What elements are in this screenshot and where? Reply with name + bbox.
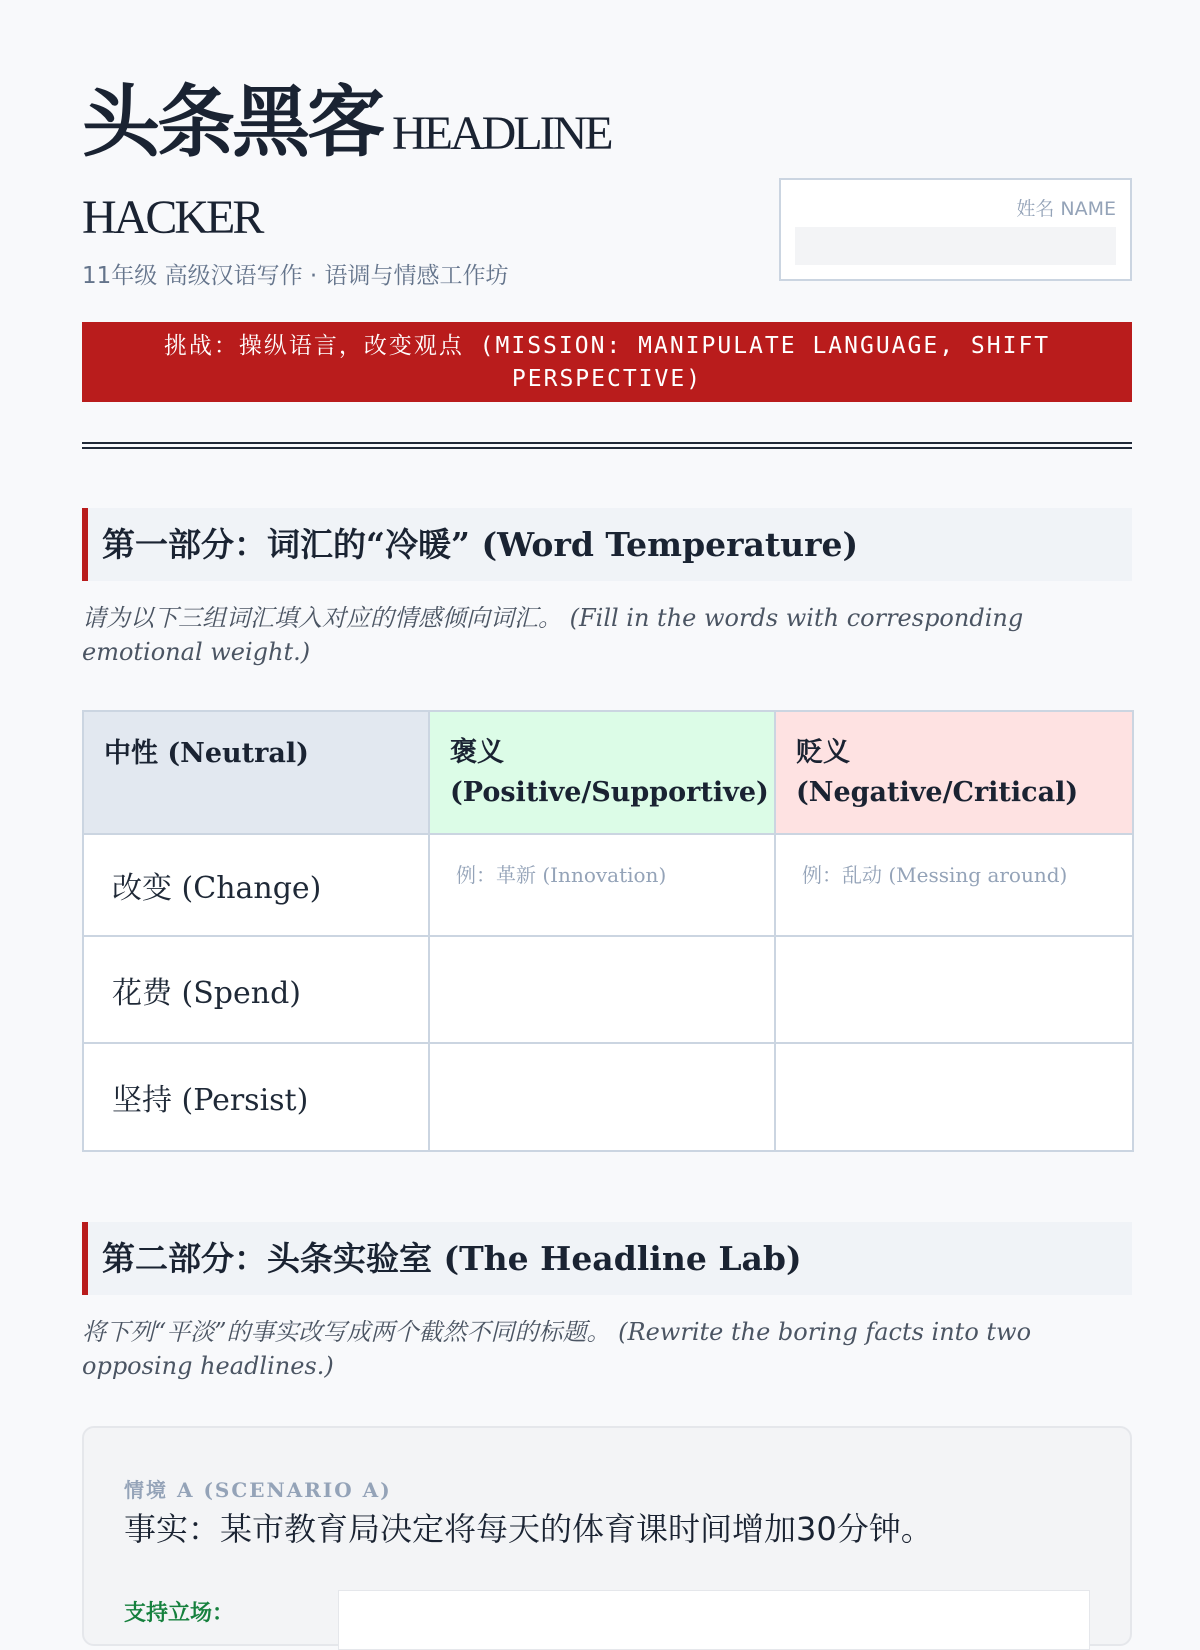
neutral-word-cell: 坚持 (Persist) [83, 1043, 429, 1151]
header-negative: 贬义 (Negative/Critical) [775, 711, 1133, 834]
double-divider [82, 442, 1132, 449]
part2-heading: 第二部分：头条实验室 (The Headline Lab) [82, 1222, 1132, 1295]
table-row [83, 936, 1133, 1043]
title-english-line2: HACKER [82, 191, 262, 244]
scenario-label: 情境 A (SCENARIO A) [124, 1478, 392, 1502]
word-temperature-table [82, 710, 1134, 1152]
worksheet-title [82, 78, 762, 189]
table-row [83, 1043, 1133, 1151]
table-header-row [83, 711, 1133, 834]
negative-answer-cell[interactable] [775, 936, 1133, 1043]
course-subtitle: 11年级 高级汉语写作 · 语调与情感工作坊 [82, 263, 509, 289]
name-input[interactable] [795, 227, 1116, 265]
title-english-line1: HEADLINE [392, 107, 611, 160]
positive-answer-cell[interactable] [429, 936, 775, 1043]
positive-answer-cell[interactable] [429, 1043, 775, 1151]
name-label: 姓名 NAME [1016, 198, 1116, 220]
scenario-a-card [82, 1426, 1132, 1646]
header-neutral: 中性 (Neutral) [83, 711, 429, 834]
support-headline-input[interactable] [338, 1590, 1090, 1650]
neutral-word-cell: 花费 (Spend) [83, 936, 429, 1043]
neutral-word-cell: 改变 (Change) [83, 834, 429, 936]
support-stance-label: 支持立场： [124, 1601, 235, 1626]
negative-answer-cell[interactable] [775, 1043, 1133, 1151]
part1-instruction: 请为以下三组词汇填入对应的情感倾向词汇。 (Fill in the words with corresponding emotional weight.) [82, 604, 1024, 666]
part1-heading: 第一部分：词汇的“冷暖” (Word Temperature) [82, 508, 1132, 581]
negative-answer-cell[interactable]: 例：乱动 (Messing around) [775, 834, 1133, 936]
positive-answer-cell[interactable]: 例：革新 (Innovation) [429, 834, 775, 936]
header-positive: 褒义 (Positive/Supportive) [429, 711, 775, 834]
part2-instruction: 将下列“平淡”的事实改写成两个截然不同的标题。 (Rewrite the boring facts into two opposing headlines.) [82, 1318, 1032, 1380]
name-box [779, 178, 1132, 281]
table-row [83, 834, 1133, 936]
mission-banner: 挑战：操纵语言，改变观点 (MISSION: MANIPULATE LANGUAGE, SHIFT PERSPECTIVE) [82, 322, 1132, 402]
title-chinese: 头条黑客 [82, 78, 383, 168]
worksheet-page [82, 0, 1132, 1626]
scenario-fact: 事实：某市教育局决定将每天的体育课时间增加30分钟。 [124, 1510, 933, 1548]
